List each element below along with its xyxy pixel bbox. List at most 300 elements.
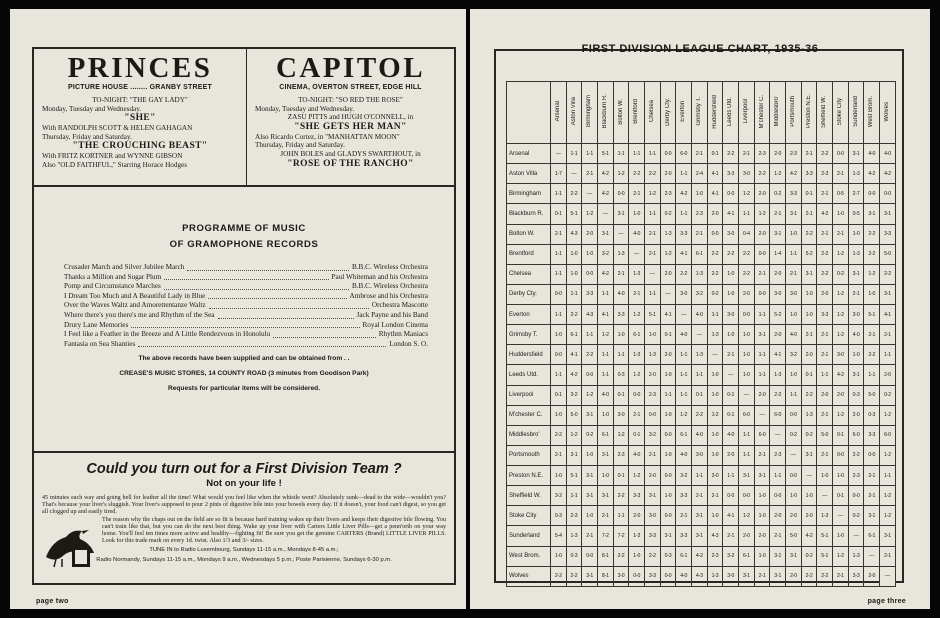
column-header	[754, 82, 770, 144]
self-match-cell: —	[566, 164, 582, 184]
carters-paragraph: The reason why the chaps out on the field are so fit is because hard training wakes up their livers and keeps their digestive bile flowing. You can't train like that, but you can do the next best thing. Wake up your liver with Carters Little Liver Pills—get a penn'orth on your way home. You'll feel ten times more active and healthy—fighting fit! Be sure you get the genuine CARTERS (Brand) LITTLE LIVER PILLS. Look for this trade mark on every 1d. twist. Also 1/3 and 3/- sizes.	[102, 516, 446, 545]
score-cell: 5-0	[864, 385, 880, 405]
score-cell: 0-2	[880, 385, 896, 405]
score-cell: 3-1	[786, 546, 802, 566]
score-cell: 1-2	[833, 405, 849, 425]
princes-line: With FRITZ KORTNER and WYNNE GIBSON	[42, 152, 183, 161]
score-cell: 3-1	[880, 204, 896, 224]
score-cell: 2-1	[739, 144, 755, 164]
gramophone-programme	[34, 221, 454, 394]
score-cell: 0-0	[770, 486, 786, 506]
score-cell: 2-3	[613, 445, 629, 465]
score-cell: 1-1	[598, 365, 614, 385]
score-cell: 3-2	[723, 546, 739, 566]
score-cell: 3-3	[848, 566, 864, 586]
score-cell: 3-0	[692, 445, 708, 465]
score-cell: 2-0	[786, 566, 802, 586]
score-cell: 3-0	[645, 506, 661, 526]
page-number-right: page three	[867, 598, 906, 605]
leader-dots	[131, 321, 359, 329]
score-cell: 5-1	[598, 144, 614, 164]
score-cell: 1-1	[613, 506, 629, 526]
score-cell: 4-3	[707, 526, 723, 546]
score-cell: 4-0	[786, 325, 802, 345]
table-row	[507, 385, 896, 405]
column-header	[676, 82, 692, 144]
score-cell: 2-0	[582, 224, 598, 244]
score-cell: 0-3	[660, 546, 676, 566]
score-cell: 6-1	[598, 425, 614, 445]
score-cell: 0-2	[801, 546, 817, 566]
score-cell: 2-0	[739, 526, 755, 546]
score-cell: 2-1	[551, 224, 567, 244]
score-cell: 3-1	[692, 506, 708, 526]
leader-dots	[138, 340, 386, 348]
column-header	[801, 82, 817, 144]
carters-radio-times: TUNE IN to Radio Luxembourg, Sundays 11-15 a.m., Mondays 8-45 a.m.;	[149, 547, 339, 554]
score-cell: 4-2	[598, 164, 614, 184]
score-cell: 1-1	[723, 466, 739, 486]
score-cell: 2-1	[551, 445, 567, 465]
score-cell: 6-1	[629, 325, 645, 345]
score-cell: 1-2	[676, 405, 692, 425]
programme-piece: Drury Lane Memories	[64, 320, 129, 329]
score-cell: 2-1	[645, 244, 661, 264]
row-team-label: Sheffield W.	[507, 486, 551, 506]
score-cell: 1-3	[692, 264, 708, 284]
score-cell: 2-1	[754, 445, 770, 465]
score-cell: 2-0	[770, 144, 786, 164]
score-cell: 6-1	[676, 546, 692, 566]
score-cell: 0-3	[864, 405, 880, 425]
score-cell: 4-1	[566, 345, 582, 365]
score-cell: 0-0	[723, 486, 739, 506]
score-cell: 2-1	[817, 325, 833, 345]
programme-performer: Paul Whiteman and his Orchestra	[331, 272, 428, 281]
score-cell: 2-2	[848, 445, 864, 465]
score-cell: 7-2	[598, 526, 614, 546]
score-cell: 0-5	[848, 204, 864, 224]
score-cell: 2-1	[880, 325, 896, 345]
table-row	[507, 425, 896, 445]
programme-performer: Orchestra Mascotte	[371, 301, 428, 310]
score-cell: 2-2	[754, 164, 770, 184]
score-cell: 4-0	[848, 325, 864, 345]
score-cell: 0-2	[770, 184, 786, 204]
score-cell: 2-2	[645, 164, 661, 184]
self-match-cell: —	[645, 264, 661, 284]
table-header-row	[507, 82, 896, 144]
score-cell: 1-1	[739, 425, 755, 445]
carters-headline: Could you turn out for a First Division Team ?	[86, 461, 402, 477]
column-header	[613, 82, 629, 144]
score-cell: 3-3	[676, 486, 692, 506]
score-cell: 2-1	[754, 264, 770, 284]
programme-piece: Thanks a Million and Sugar Plum	[64, 272, 162, 281]
leader-dots	[208, 292, 346, 300]
score-cell: 0-3	[848, 385, 864, 405]
score-cell: 0-0	[582, 264, 598, 284]
score-cell: 1-2	[707, 405, 723, 425]
score-cell: 6-1	[566, 325, 582, 345]
score-cell: 1-3	[801, 405, 817, 425]
score-cell: 5-4	[551, 526, 567, 546]
row-team-label: Derby Cty.	[507, 284, 551, 304]
score-cell: 2-0	[833, 385, 849, 405]
score-cell: 4-0	[613, 284, 629, 304]
score-cell: 6-0	[770, 405, 786, 425]
programme-item	[64, 263, 428, 273]
table-row	[507, 365, 896, 385]
score-cell: 4-3	[692, 566, 708, 586]
score-cell: 5-0	[786, 526, 802, 546]
score-cell: 0-4	[739, 224, 755, 244]
score-cell: 1-2	[613, 164, 629, 184]
row-team-label: West Brom.	[507, 546, 551, 566]
column-header	[739, 82, 755, 144]
score-cell: 0-1	[833, 425, 849, 445]
score-cell: 0-0	[739, 486, 755, 506]
score-cell: 2-3	[660, 184, 676, 204]
score-cell: 2-1	[692, 486, 708, 506]
score-cell: 4-2	[833, 365, 849, 385]
score-cell: 2-1	[645, 224, 661, 244]
score-cell: 0-3	[613, 365, 629, 385]
score-cell: 1-2	[739, 184, 755, 204]
capitol-subtitle: CINEMA, OVERTON STREET, EDGE HILL	[279, 84, 422, 91]
score-cell: 2-2	[613, 486, 629, 506]
score-cell: 1-3	[707, 566, 723, 586]
score-cell: 1-1	[754, 305, 770, 325]
programme-piece: I Feel like a Feather in the Breeze and A Little Rendezvous in Honolulu	[64, 330, 271, 339]
row-team-label: Blackburn R.	[507, 204, 551, 224]
table-row	[507, 184, 896, 204]
score-cell: 1-2	[613, 425, 629, 445]
programme-performer: Royal London Cinema	[362, 320, 428, 329]
score-cell: 4-0	[723, 425, 739, 445]
score-cell: 2-2	[817, 144, 833, 164]
score-cell: 2-1	[801, 204, 817, 224]
score-cell: 5-1	[566, 204, 582, 224]
score-cell: 1-0	[833, 526, 849, 546]
programme-item	[64, 282, 428, 292]
score-cell: 3-0	[833, 345, 849, 365]
score-cell: 2-2	[551, 425, 567, 445]
column-team-label: Sheffield W.	[821, 95, 828, 128]
capitol-line: JOHN BOLES and GLADYS SWARTHOUT, in	[280, 149, 421, 158]
score-cell: 1-0	[754, 546, 770, 566]
carters-radio-times: Radio Normandy, Sundays 11-15 a.m., Mondays 9 a.m., Wednesdays 5 p.m.; Poste Parisienne, Sundays 6-30 p.m.	[96, 556, 392, 563]
row-team-label: Bolton W.	[507, 224, 551, 244]
score-cell: 1-2	[739, 506, 755, 526]
score-cell: 6-0	[676, 144, 692, 164]
programme-title: PROGRAMME OF MUSIC	[182, 223, 306, 234]
princes-line: Monday, Tuesday and Wednesday.	[42, 104, 142, 113]
score-cell: 0-2	[786, 425, 802, 445]
score-cell: 2-0	[645, 466, 661, 486]
score-cell: 4-2	[786, 164, 802, 184]
score-cell: 2-0	[660, 345, 676, 365]
table-row	[507, 305, 896, 325]
score-cell: 6-1	[676, 425, 692, 445]
score-cell: 3-1	[660, 526, 676, 546]
score-cell: 4-0	[629, 224, 645, 244]
score-cell: 3-0	[770, 284, 786, 304]
score-cell: 1-0	[848, 345, 864, 365]
score-cell: 4-2	[692, 546, 708, 566]
score-cell: 0-0	[754, 244, 770, 264]
score-cell: 3-3	[613, 305, 629, 325]
table-row	[507, 244, 896, 264]
score-cell: 3-3	[817, 305, 833, 325]
score-cell: 1-0	[566, 244, 582, 264]
self-match-cell: —	[739, 385, 755, 405]
score-cell: 3-1	[566, 445, 582, 465]
leader-dots	[218, 311, 354, 319]
capitol-line: Also Ricardo Cortez, in "MANHATTAN MOON"	[255, 132, 400, 141]
score-cell: 3-2	[551, 486, 567, 506]
self-match-cell: —	[754, 405, 770, 425]
programme-item	[64, 273, 428, 283]
score-cell: 2-3	[817, 164, 833, 184]
score-cell: 3-0	[848, 305, 864, 325]
row-team-label: Sunderland	[507, 526, 551, 546]
score-cell: 0-0	[551, 345, 567, 365]
score-cell: 0-0	[582, 546, 598, 566]
row-team-label: Portsmouth	[507, 445, 551, 465]
score-cell: 4-1	[770, 345, 786, 365]
score-cell: 2-1	[582, 526, 598, 546]
score-cell: 2-0	[739, 284, 755, 304]
table-row	[507, 345, 896, 365]
score-cell: 2-0	[754, 184, 770, 204]
score-cell: 5-0	[817, 425, 833, 445]
score-cell: 4-1	[707, 184, 723, 204]
score-cell: 2-3	[786, 144, 802, 164]
score-cell: 0-1	[692, 385, 708, 405]
score-cell: 1-1	[880, 466, 896, 486]
princes-subtitle: PICTURE HOUSE ........ GRANBY STREET	[68, 84, 212, 91]
row-team-label: Aston Villa	[507, 164, 551, 184]
capitol-line: "SHE GETS HER MAN"	[294, 121, 407, 132]
self-match-cell: —	[629, 244, 645, 264]
score-cell: 3-1	[613, 204, 629, 224]
score-cell: 1-1	[817, 365, 833, 385]
score-cell: 3-1	[754, 325, 770, 345]
score-cell: 1-1	[582, 144, 598, 164]
score-cell: 2-1	[754, 566, 770, 586]
score-cell: 2-0	[770, 264, 786, 284]
score-cell: 6-0	[848, 425, 864, 445]
score-cell: 1-0	[707, 385, 723, 405]
self-match-cell: —	[598, 204, 614, 224]
score-cell: 3-1	[801, 264, 817, 284]
princes-line: Also "OLD FAITHFUL," Starring Horace Hodges	[42, 160, 188, 169]
programme-requests: Requests for particular items will be considered.	[167, 385, 321, 393]
score-cell: 1-2	[660, 244, 676, 264]
score-cell: 2-2	[801, 385, 817, 405]
score-cell: 3-3	[676, 526, 692, 546]
score-cell: 3-3	[629, 486, 645, 506]
column-team-label: Arsenal	[554, 101, 561, 122]
score-cell: 2-1	[613, 264, 629, 284]
programme-performer: Jack Payne and his Band	[356, 310, 428, 319]
column-header	[566, 82, 582, 144]
score-cell: 2-2	[801, 224, 817, 244]
score-cell: 0-0	[739, 305, 755, 325]
row-team-label: Brentford	[507, 244, 551, 264]
score-cell: 1-0	[801, 305, 817, 325]
score-cell: 1-0	[660, 486, 676, 506]
table-row	[507, 264, 896, 284]
score-cell: 2-3	[754, 144, 770, 164]
score-cell: 1-2	[833, 244, 849, 264]
table-row	[507, 526, 896, 546]
column-header	[848, 82, 864, 144]
score-cell: 4-0	[692, 425, 708, 445]
score-cell: 1-0	[660, 365, 676, 385]
row-team-label: Stoke City	[507, 506, 551, 526]
score-cell: 0-0	[848, 486, 864, 506]
score-cell: 1-1	[645, 204, 661, 224]
princes-line: "THE CROUCHING BEAST"	[72, 141, 208, 152]
score-cell: 2-1	[817, 224, 833, 244]
score-cell: 1-1	[864, 365, 880, 385]
score-cell: 1-2	[754, 204, 770, 224]
princes-line: Thursday, Friday and Saturday.	[42, 132, 132, 141]
score-cell: 2-2	[817, 566, 833, 586]
score-cell: 2-1	[817, 405, 833, 425]
score-cell: 1-0	[692, 184, 708, 204]
score-cell: 3-2	[645, 425, 661, 445]
score-cell: 1-3	[770, 365, 786, 385]
programme-list	[64, 263, 428, 349]
column-team-label: Preston N.E.	[805, 94, 812, 129]
score-cell: 4-2	[566, 365, 582, 385]
score-cell: 0-1	[613, 466, 629, 486]
leader-dots	[209, 301, 369, 309]
score-cell: 1-4	[770, 244, 786, 264]
capitol-line: Monday, Tuesday and Wednesday.	[255, 104, 355, 113]
score-cell: 0-0	[833, 445, 849, 465]
score-cell: 1-1	[754, 365, 770, 385]
row-team-label: Arsenal	[507, 144, 551, 164]
score-cell: 1-1	[880, 345, 896, 365]
score-cell: 4-0	[692, 305, 708, 325]
score-cell: 7-2	[613, 526, 629, 546]
score-cell: 4-0	[676, 325, 692, 345]
score-cell: 1-3	[613, 244, 629, 264]
score-cell: 3-1	[880, 284, 896, 304]
score-cell: 1-0	[582, 445, 598, 465]
score-cell: 2-0	[723, 445, 739, 465]
score-cell: 4-0	[676, 445, 692, 465]
score-cell: 2-1	[770, 526, 786, 546]
self-match-cell: —	[880, 566, 896, 586]
programme-performer: Ambrose and his Orchestra	[349, 291, 428, 300]
table-row	[507, 284, 896, 304]
score-cell: 4-2	[817, 204, 833, 224]
score-cell: 2-2	[551, 566, 567, 586]
score-cell: 1-1	[739, 445, 755, 465]
self-match-cell: —	[817, 486, 833, 506]
score-cell: 1-1	[770, 466, 786, 486]
score-cell: 2-0	[754, 385, 770, 405]
score-cell: 0-0	[660, 466, 676, 486]
score-cell: 5-0	[566, 405, 582, 425]
score-cell: 1-7	[551, 164, 567, 184]
score-cell: 3-1	[582, 566, 598, 586]
score-cell: 4-2	[801, 526, 817, 546]
self-match-cell: —	[864, 546, 880, 566]
score-cell: 6-0	[754, 425, 770, 445]
score-cell: 0-2	[801, 425, 817, 445]
row-team-label: Grimsby T.	[507, 325, 551, 345]
score-cell: 2-3	[707, 546, 723, 566]
self-match-cell: —	[801, 466, 817, 486]
score-cell: 2-1	[786, 264, 802, 284]
row-team-label: Huddersfield	[507, 345, 551, 365]
score-cell: 2-2	[629, 164, 645, 184]
self-match-cell: —	[613, 224, 629, 244]
score-cell: 0-1	[833, 486, 849, 506]
programme-piece: I Dream Too Much and A Beautiful Lady in Blue	[64, 291, 206, 300]
score-cell: 1-2	[629, 305, 645, 325]
score-cell: 2-2	[582, 345, 598, 365]
table-row	[507, 144, 896, 164]
score-cell: 3-1	[582, 405, 598, 425]
score-cell: 2-1	[770, 204, 786, 224]
score-cell: 4-1	[676, 244, 692, 264]
score-cell: 3-0	[723, 305, 739, 325]
score-cell: 5-1	[864, 305, 880, 325]
score-cell: 1-1	[582, 325, 598, 345]
column-header	[660, 82, 676, 144]
score-cell: 1-1	[551, 244, 567, 264]
score-cell: 1-3	[848, 164, 864, 184]
score-cell: 5-2	[770, 305, 786, 325]
score-cell: 3-1	[692, 526, 708, 546]
score-cell: 2-1	[880, 546, 896, 566]
column-team-label: Aston Villa	[570, 97, 577, 126]
programme-item	[64, 311, 428, 321]
score-cell: 0-1	[613, 385, 629, 405]
score-cell: 4-0	[598, 385, 614, 405]
score-cell: 0-0	[660, 144, 676, 164]
programme-piece: Fantasia on Sea Shanties	[64, 339, 136, 348]
score-cell: 6-1	[692, 244, 708, 264]
score-cell: 1-1	[660, 385, 676, 405]
score-cell: 0-1	[551, 385, 567, 405]
score-cell: 3-0	[707, 466, 723, 486]
score-cell: 0-0	[880, 184, 896, 204]
score-cell: 1-0	[707, 425, 723, 445]
score-cell: 1-0	[786, 365, 802, 385]
score-cell: 1-0	[707, 365, 723, 385]
score-cell: 3-3	[880, 224, 896, 244]
score-cell: 1-0	[629, 546, 645, 566]
score-cell: 1-0	[801, 486, 817, 506]
carters-copy	[42, 495, 446, 564]
score-cell: 3-1	[739, 466, 755, 486]
score-cell: 0-1	[551, 204, 567, 224]
score-cell: 1-2	[582, 385, 598, 405]
score-cell: 3-3	[723, 164, 739, 184]
score-cell: 2-2	[739, 264, 755, 284]
score-cell: 1-1	[645, 284, 661, 304]
score-cell: 2-0	[786, 506, 802, 526]
self-match-cell: —	[770, 425, 786, 445]
